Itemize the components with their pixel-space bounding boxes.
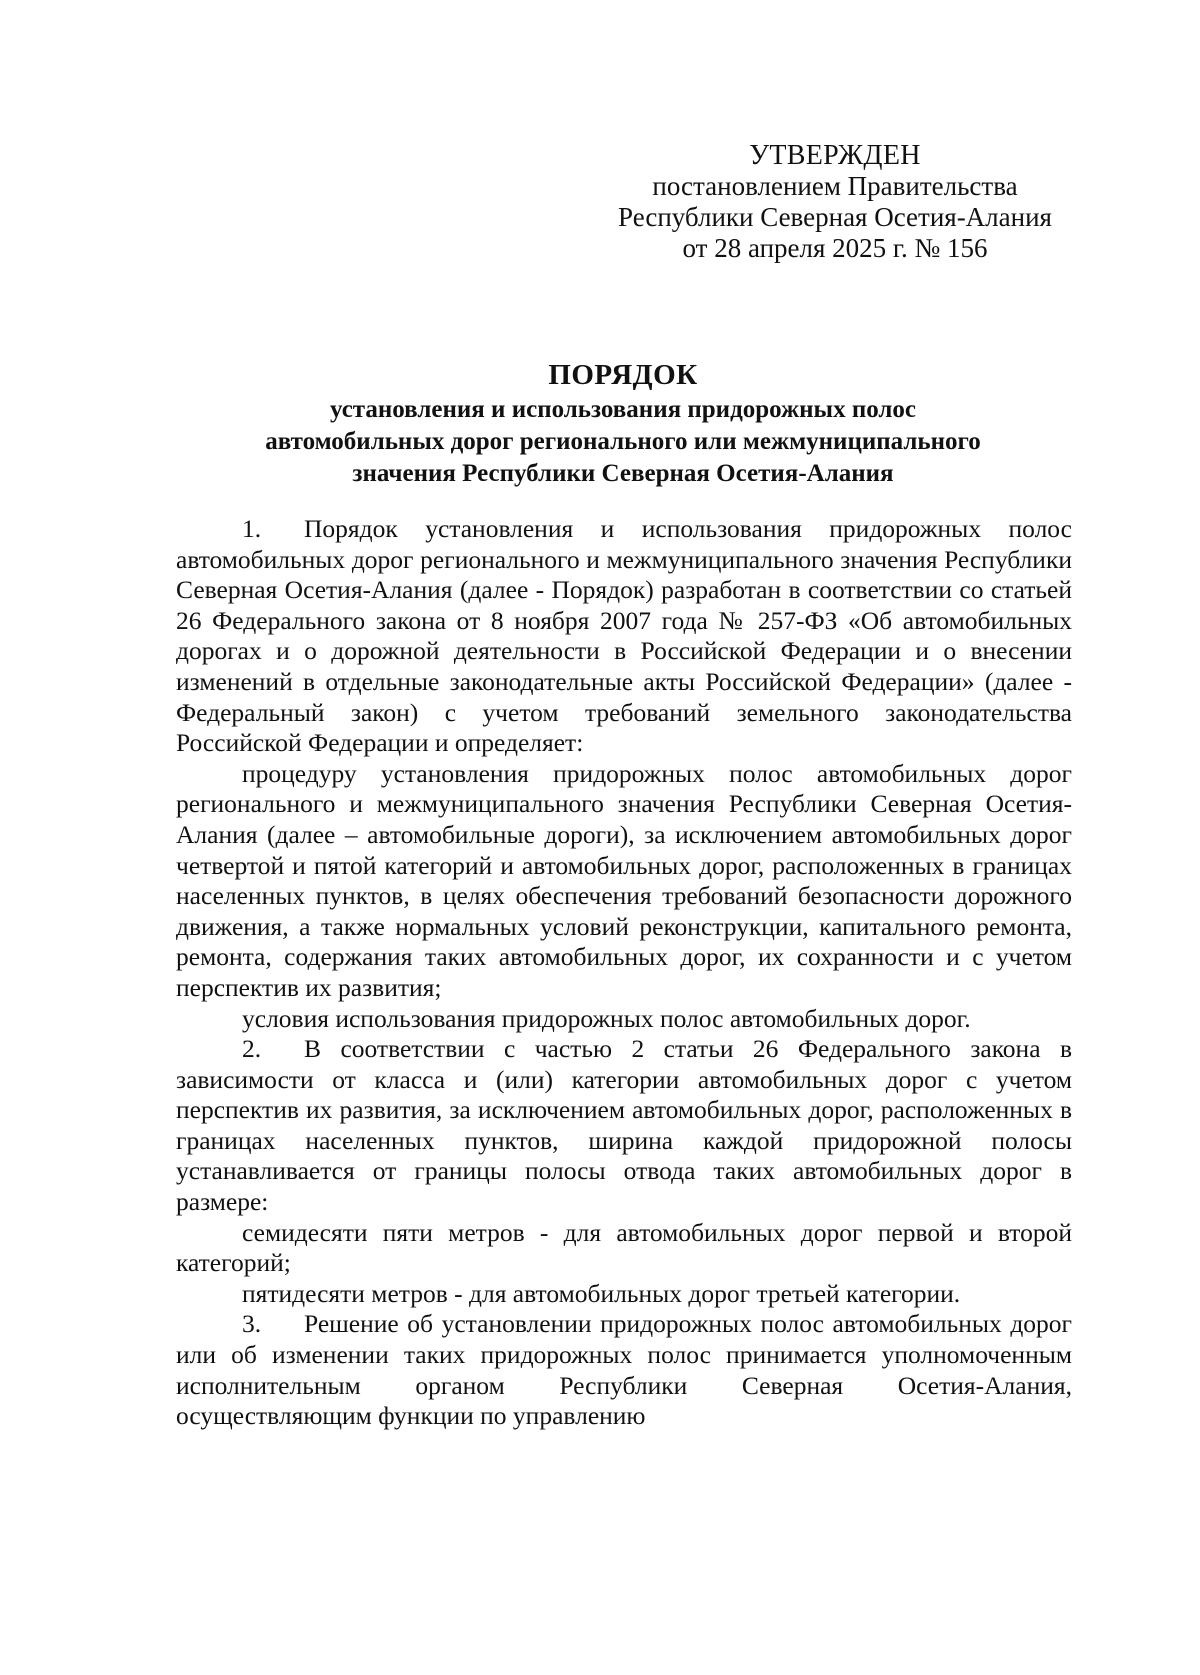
paragraph-text: семидесяти пяти метров - для автомобильных дорог первой и второй категорий; bbox=[176, 1217, 1072, 1278]
approval-line-1: постановлением Правительства bbox=[652, 171, 1018, 201]
document-title: ПОРЯДОК bbox=[548, 359, 698, 391]
paragraph-number: 3. bbox=[242, 1309, 262, 1339]
heading-line-1: установления и использования придорожных полос bbox=[329, 396, 917, 423]
document-heading bbox=[175, 358, 1071, 490]
approval-stamp-block bbox=[600, 140, 1070, 264]
document-body bbox=[176, 514, 1072, 1432]
paragraph-2-item-50m bbox=[176, 1279, 1072, 1310]
paragraph-text: Решение об установлении придорожных полос автомобильных дорог или об изменении таких придорожных полос принимается уполномоченным исполнительным органом Республики Северная Осетия-Алания, осуществляющим функции по управлению bbox=[176, 1309, 1072, 1431]
paragraph-1-item-conditions bbox=[176, 1004, 1072, 1035]
paragraph-text: условия использования придорожных полос автомобильных дорог. bbox=[242, 1003, 971, 1033]
heading-line-3: значения Республики Северная Осетия-Алания bbox=[352, 460, 894, 487]
paragraph-2-item-75m bbox=[176, 1218, 1072, 1279]
paragraph-number: 1. bbox=[242, 514, 262, 543]
paragraph-3 bbox=[176, 1309, 1072, 1431]
paragraph-text: В соответствии с частью 2 статьи 26 Федерального закона в зависимости от класса и (или) категории автомобильных дорог с учетом перспектив их развития, за исключением автомобильных дорог, расположенных в границах населенных пунктов, ширина каждой придорожной полосы устанавливается от границы полосы отвода таких автомобильных дорог в размере: bbox=[176, 1034, 1072, 1217]
paragraph-1 bbox=[176, 514, 1072, 759]
paragraph-text: процедуру установления придорожных полос автомобильных дорог регионального и межмуниципального значения Республики Северная Осетия-Алания (далее – автомобильные дороги), за исключением автомобильных дорог четвертой и пятой категорий и автомобильных дорог, расположенных в границах населенных пунктов, в целях обеспечения требований безопасности дорожного движения, а также нормальных условий реконструкции, капитального ремонта, ремонта, содержания таких автомобильных дорог, их сохранности и с учетом перспектив их развития; bbox=[176, 758, 1072, 1002]
approval-title: УТВЕРЖДЕН bbox=[749, 140, 921, 171]
heading-line-2: автомобильных дорог регионального или межмуниципального bbox=[265, 428, 981, 455]
paragraph-2 bbox=[176, 1034, 1072, 1218]
approval-line-2: Республики Северная Осетия-Алания bbox=[618, 202, 1052, 232]
paragraph-1-item-procedure bbox=[176, 759, 1072, 1004]
paragraph-text: Порядок установления и использования придорожных полос автомобильных дорог регионального и межмуниципального значения Республики Северная Осетия-Алания (далее - Порядок) разработан в соответствии со статьей 26 Федерального закона от 8 ноября 2007 года № 257-ФЗ «Об автомобильных дорогах и о дорожной деятельности в Российской Федерации и о внесении изменений в отдельные законодательные акты Российской Федерации» (далее - Федеральный закон) с учетом требований земельного законодательства Российской Федерации и определяет: bbox=[176, 514, 1072, 758]
paragraph-number: 2. bbox=[242, 1034, 262, 1064]
paragraph-text: пятидесяти метров - для автомобильных дорог третьей категории. bbox=[242, 1278, 961, 1308]
approval-line-3: от 28 апреля 2025 г. № 156 bbox=[682, 233, 988, 263]
